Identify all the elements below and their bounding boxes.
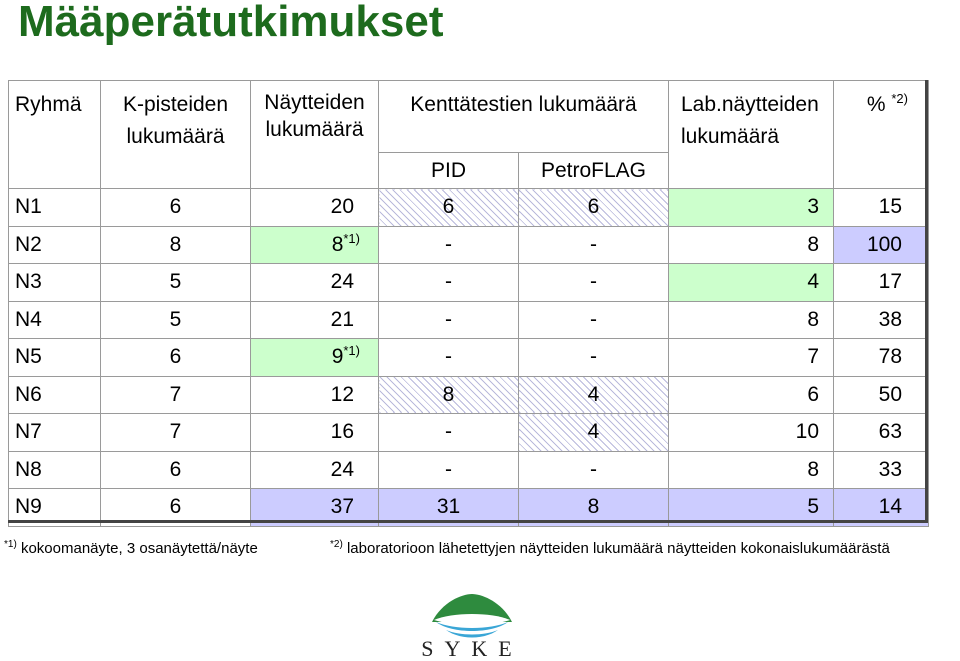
samples-cell xyxy=(251,451,379,489)
table-row xyxy=(9,226,929,264)
group-cell-value: N5 xyxy=(15,345,42,369)
percent-cell xyxy=(834,189,929,227)
percent-cell xyxy=(834,264,929,302)
pid-cell-value: 8 xyxy=(442,382,455,406)
lab-samples-cell xyxy=(669,339,834,377)
lab-samples-cell xyxy=(669,189,834,227)
samples-cell xyxy=(251,264,379,302)
pid-cell xyxy=(379,339,519,377)
lab-samples-cell xyxy=(669,376,834,414)
petroflag-cell-value: - xyxy=(590,457,597,481)
table-row xyxy=(9,339,929,377)
pid-cell-value: - xyxy=(445,420,452,444)
group-cell-value: N8 xyxy=(15,457,42,481)
petroflag-cell xyxy=(519,189,669,227)
percent-cell xyxy=(834,414,929,452)
k-points-cell xyxy=(101,414,251,452)
k-points-cell xyxy=(101,226,251,264)
percent-cell xyxy=(834,376,929,414)
lab-samples-cell xyxy=(669,301,834,339)
percent-cell-value: 15 xyxy=(878,195,902,219)
group-cell-value: N7 xyxy=(15,420,42,444)
group-cell xyxy=(9,451,101,489)
lab-samples-cell xyxy=(669,451,834,489)
group-cell xyxy=(9,189,101,227)
percent-cell-value: 33 xyxy=(878,457,902,481)
samples-cell-value: 16 xyxy=(330,420,354,444)
k-points-cell-value: 5 xyxy=(169,270,182,294)
samples-cell xyxy=(251,301,379,339)
petroflag-cell-value: 6 xyxy=(587,195,600,219)
petroflag-cell-value: 4 xyxy=(587,382,600,406)
table-row xyxy=(9,451,929,489)
petroflag-cell-value: 8 xyxy=(587,495,600,519)
samples-cell-value: 37 xyxy=(330,495,354,519)
percent-cell-value: 50 xyxy=(878,382,902,406)
petroflag-cell-value: - xyxy=(590,307,597,331)
k-points-cell-value: 7 xyxy=(169,382,182,406)
petroflag-cell xyxy=(519,226,669,264)
lab-samples-cell xyxy=(669,489,834,527)
lab-samples-cell-value: 8 xyxy=(807,232,819,256)
group-cell xyxy=(9,226,101,264)
header-group: Ryhmä xyxy=(9,81,101,189)
footnote-2-text: laboratorioon lähetettyjen näytteiden lukumäärä näytteiden kokonaislukumäärästä xyxy=(346,540,890,557)
pid-cell-value: - xyxy=(445,307,452,331)
percent-cell xyxy=(834,339,929,377)
samples-cell xyxy=(251,339,379,377)
pid-cell-value: - xyxy=(445,270,452,294)
footnote-2 xyxy=(330,540,890,557)
table-row xyxy=(9,489,929,527)
k-points-cell-value: 6 xyxy=(169,345,182,369)
percent-cell-value: 100 xyxy=(866,232,902,256)
group-cell-value: N3 xyxy=(15,270,42,294)
samples-cell-value: 12 xyxy=(330,382,354,406)
k-points-cell xyxy=(101,489,251,527)
group-cell xyxy=(9,414,101,452)
header-k-points: K-pisteiden lukumäärä xyxy=(101,81,251,189)
table-row xyxy=(9,376,929,414)
percent-cell-value: 38 xyxy=(878,307,902,331)
table-body xyxy=(9,189,929,527)
pid-cell-value: - xyxy=(445,345,452,369)
lab-samples-cell-value: 8 xyxy=(807,307,819,331)
samples-cell xyxy=(251,226,379,264)
group-cell-value: N6 xyxy=(15,382,42,406)
k-points-cell xyxy=(101,339,251,377)
percent-cell xyxy=(834,301,929,339)
samples-cell-value: 9 xyxy=(331,345,344,369)
group-cell xyxy=(9,489,101,527)
table-row xyxy=(9,414,929,452)
petroflag-cell xyxy=(519,414,669,452)
samples-cell-value: 21 xyxy=(330,307,354,331)
lab-samples-cell-value: 6 xyxy=(807,382,819,406)
pid-cell-value: - xyxy=(445,457,452,481)
footnote-2-mark: *2) xyxy=(330,539,343,550)
table-row xyxy=(9,301,929,339)
pid-cell-value: - xyxy=(445,232,452,256)
group-cell-value: N2 xyxy=(15,232,42,256)
pid-cell xyxy=(379,376,519,414)
k-points-cell-value: 6 xyxy=(169,195,182,219)
pid-cell xyxy=(379,226,519,264)
header-samples: Näytteiden lukumäärä xyxy=(251,81,379,189)
k-points-cell xyxy=(101,376,251,414)
pid-cell xyxy=(379,414,519,452)
percent-cell-value: 17 xyxy=(878,270,902,294)
samples-cell-value: 24 xyxy=(330,270,354,294)
lab-samples-cell xyxy=(669,264,834,302)
petroflag-cell-value: - xyxy=(590,270,597,294)
k-points-cell-value: 7 xyxy=(169,420,182,444)
k-points-cell xyxy=(101,264,251,302)
group-cell-value: N4 xyxy=(15,307,42,331)
lab-samples-cell xyxy=(669,414,834,452)
pid-cell xyxy=(379,189,519,227)
samples-note: *1) xyxy=(343,343,360,359)
samples-cell-value: 8 xyxy=(331,232,344,256)
results-table xyxy=(8,80,929,527)
petroflag-cell xyxy=(519,489,669,527)
petroflag-cell-value: - xyxy=(590,232,597,256)
group-cell-value: N1 xyxy=(15,195,42,219)
lab-samples-cell-value: 7 xyxy=(807,345,819,369)
group-cell xyxy=(9,301,101,339)
lab-samples-cell xyxy=(669,226,834,264)
samples-cell xyxy=(251,189,379,227)
table-row xyxy=(9,264,929,302)
lab-samples-cell-value: 8 xyxy=(807,457,819,481)
header-field-tests: Kenttätestien lukumäärä xyxy=(379,81,669,153)
samples-cell xyxy=(251,414,379,452)
pid-cell xyxy=(379,264,519,302)
table-row xyxy=(9,189,929,227)
header-percent xyxy=(834,81,929,189)
percent-cell-value: 14 xyxy=(878,495,902,519)
k-points-cell-value: 5 xyxy=(169,307,182,331)
k-points-cell xyxy=(101,451,251,489)
footnote-1-text: kokoomanäyte, 3 osanäytettä/näyte xyxy=(20,540,258,557)
k-points-cell-value: 8 xyxy=(169,232,182,256)
petroflag-cell-value: - xyxy=(590,345,597,369)
logo-text: SYKE xyxy=(421,636,523,660)
pid-cell-value: 31 xyxy=(436,495,461,519)
pid-cell xyxy=(379,451,519,489)
footnote-1 xyxy=(4,540,258,557)
header-lab-samples: Lab.näytteiden lukumäärä xyxy=(669,81,834,189)
footnote-1-mark: *1) xyxy=(4,539,17,550)
lab-samples-cell-value: 5 xyxy=(807,495,819,519)
petroflag-cell xyxy=(519,451,669,489)
samples-cell-value: 20 xyxy=(330,195,354,219)
pid-cell-value: 6 xyxy=(442,195,455,219)
samples-note: *1) xyxy=(343,230,360,246)
petroflag-cell xyxy=(519,339,669,377)
petroflag-cell xyxy=(519,264,669,302)
percent-cell-value: 78 xyxy=(878,345,902,369)
pid-cell xyxy=(379,301,519,339)
group-cell xyxy=(9,376,101,414)
petroflag-cell-value: 4 xyxy=(587,420,600,444)
petroflag-cell xyxy=(519,376,669,414)
samples-cell-value: 24 xyxy=(330,457,354,481)
group-cell xyxy=(9,264,101,302)
page-title: Määperätutkimukset xyxy=(18,0,444,46)
group-cell-value: N9 xyxy=(15,495,42,519)
lab-samples-cell-value: 10 xyxy=(795,420,819,444)
k-points-cell-value: 6 xyxy=(169,495,182,519)
pid-cell xyxy=(379,489,519,527)
k-points-cell-value: 6 xyxy=(169,457,182,481)
samples-cell xyxy=(251,376,379,414)
header-percent-note: *2) xyxy=(891,91,908,106)
k-points-cell xyxy=(101,301,251,339)
petroflag-cell xyxy=(519,301,669,339)
percent-cell xyxy=(834,489,929,527)
header-percent-label: % xyxy=(866,93,886,116)
lab-samples-cell-value: 4 xyxy=(807,270,819,294)
syke-logo-icon xyxy=(412,572,532,660)
header-pid: PID xyxy=(379,153,519,189)
samples-cell xyxy=(251,489,379,527)
percent-cell-value: 63 xyxy=(878,420,902,444)
k-points-cell xyxy=(101,189,251,227)
percent-cell xyxy=(834,226,929,264)
header-petroflag: PetroFLAG xyxy=(519,153,669,189)
group-cell xyxy=(9,339,101,377)
percent-cell xyxy=(834,451,929,489)
lab-samples-cell-value: 3 xyxy=(807,195,819,219)
